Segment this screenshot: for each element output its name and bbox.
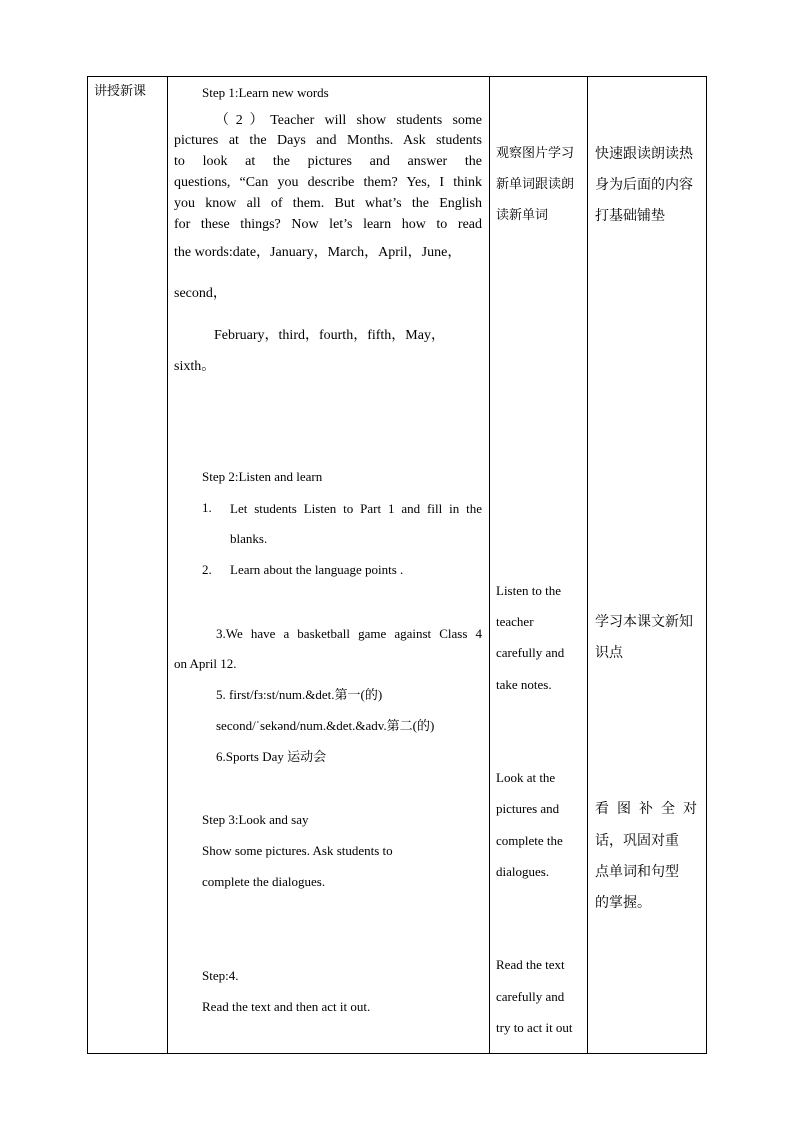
student-activity-line: 新单词跟读朗 bbox=[496, 177, 575, 192]
column-divider bbox=[167, 77, 168, 1053]
step1-para-line: to look at the pictures and answer the bbox=[174, 154, 482, 169]
list-number: 1. bbox=[202, 500, 212, 515]
step1-title: Step 1:Learn new words bbox=[202, 85, 329, 100]
design-intent-line: 学习本课文新知 bbox=[595, 614, 693, 630]
new-words-line: the words:date，January，March，April，June， bbox=[174, 245, 462, 260]
new-words-line: sixth。 bbox=[174, 359, 216, 374]
list-number: 2. bbox=[202, 562, 212, 577]
section-label: 讲授新课 bbox=[94, 84, 147, 99]
student-activity-line: 读新单词 bbox=[496, 208, 549, 223]
language-point: second/ˈsekənd/num.&det.&adv.第二(的) bbox=[216, 718, 435, 733]
student-activity-line: try to act it out bbox=[496, 1020, 573, 1035]
language-point: on April 12. bbox=[174, 656, 237, 671]
student-activity-line: Listen to the bbox=[496, 583, 561, 598]
new-words-line: second， bbox=[174, 286, 227, 301]
list-item: Let students Listen to Part 1 and fill in the bbox=[230, 501, 482, 516]
student-activity-line: dialogues. bbox=[496, 864, 550, 879]
design-intent-line: 看图补全对 bbox=[595, 801, 705, 817]
student-activity-line: Read the text bbox=[496, 957, 565, 972]
step1-para-line: for these things? Now let’s learn how to read bbox=[174, 217, 482, 232]
design-intent-line: 点单词和句型 bbox=[595, 864, 679, 880]
student-activity-line: pictures and bbox=[496, 801, 560, 816]
student-activity-line: Look at the bbox=[496, 770, 556, 785]
step3-text: complete the dialogues. bbox=[202, 874, 326, 889]
column-divider bbox=[587, 77, 588, 1053]
step1-para-line: pictures at the Days and Months. Ask students bbox=[174, 133, 482, 148]
list-item-continued: blanks. bbox=[230, 531, 268, 546]
design-intent-line: 的掌握。 bbox=[595, 895, 651, 911]
design-intent-line: 话，巩固对重 bbox=[595, 833, 679, 849]
design-intent-line: 身为后面的内容 bbox=[595, 177, 693, 193]
step1-para-line: （2）Teacher will show students some bbox=[215, 113, 482, 128]
language-point: 5. first/fз:st/num.&det.第一(的) bbox=[216, 687, 383, 702]
step1-para-line: questions, “Can you describe them? Yes, I think bbox=[174, 175, 482, 190]
student-activity-line: 观察图片学习 bbox=[496, 146, 575, 161]
design-intent-line: 识点 bbox=[595, 645, 623, 661]
step4-title: Step:4. bbox=[202, 968, 239, 983]
student-activity-line: complete the bbox=[496, 833, 563, 848]
student-activity-line: teacher bbox=[496, 614, 534, 629]
design-intent-line: 打基础铺垫 bbox=[595, 208, 665, 224]
step4-text: Read the text and then act it out. bbox=[202, 999, 371, 1014]
step3-title: Step 3:Look and say bbox=[202, 812, 309, 827]
design-intent-line: 快速跟读朗读热 bbox=[595, 146, 693, 162]
student-activity-line: take notes. bbox=[496, 677, 552, 692]
step2-title: Step 2:Listen and learn bbox=[202, 469, 323, 484]
student-activity-line: carefully and bbox=[496, 645, 565, 660]
step1-para-line: you know all of them. But what’s the English bbox=[174, 196, 482, 211]
new-words-line: February，third，fourth，fifth，May， bbox=[214, 328, 445, 343]
list-item: Learn about the language points . bbox=[230, 562, 404, 577]
step3-text: Show some pictures. Ask students to bbox=[202, 843, 393, 858]
language-point: 3.We have a basketball game against Class 4 bbox=[216, 626, 482, 641]
language-point: 6.Sports Day 运动会 bbox=[216, 749, 327, 764]
student-activity-line: carefully and bbox=[496, 989, 565, 1004]
column-divider bbox=[489, 77, 490, 1053]
